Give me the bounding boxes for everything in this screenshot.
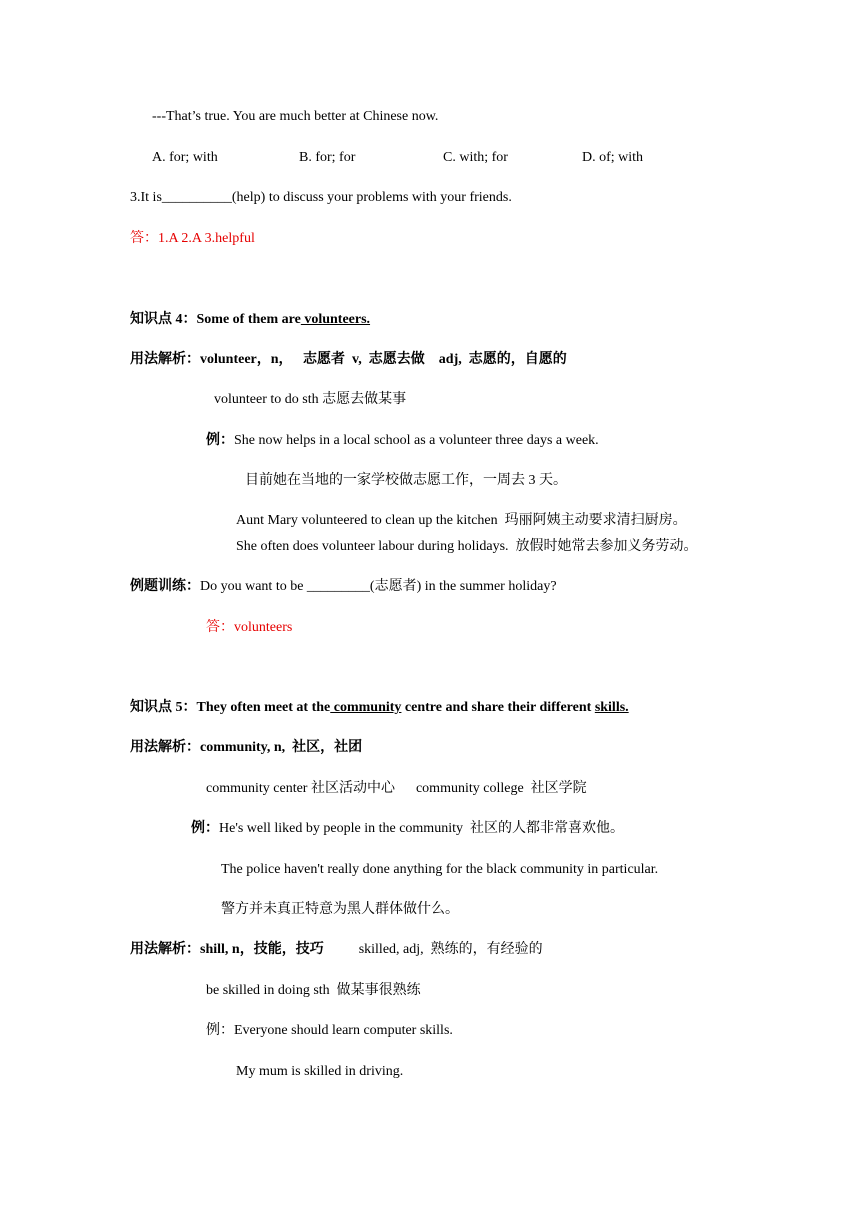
- kp5-example-label: 例：: [191, 821, 219, 836]
- kp5-phrase-2: be skilled in doing sth 做某事很熟练: [206, 983, 421, 998]
- kp4-exercise-text: Do you want to be _________(志愿者) in the summer holiday?: [200, 579, 557, 594]
- kp5-heading: [130, 699, 629, 717]
- kp4-usage-text: volunteer，n， 志愿者 v, 志愿去做 adj, 志愿的，自愿的: [200, 352, 567, 367]
- option-c: C. with; for: [443, 150, 508, 165]
- kp5-usage-2-rest: skilled, adj, 熟练的，有经验的: [323, 942, 543, 957]
- kp4-example-1: [206, 432, 599, 450]
- question-3: 3.It is__________(help) to discuss your problems with your friends.: [130, 190, 512, 205]
- kp5-phrases: community center 社区活动中心 community college 社区学院: [206, 781, 587, 796]
- option-a: A. for; with: [152, 150, 218, 165]
- kp4-answer: 答：volunteers: [206, 620, 293, 635]
- kp4-example-1-cn: 目前她在当地的一家学校做志愿工作，一周去 3 天。: [245, 473, 567, 488]
- option-d: D. of; with: [582, 150, 644, 165]
- kp5-example-3-text: Everyone should learn computer skills.: [234, 1023, 453, 1038]
- kp5-usage-1: [130, 739, 362, 757]
- kp5-underlined-community: community: [330, 700, 402, 715]
- kp4-exercise: [130, 578, 557, 596]
- kp5-underlined-skills: skills.: [594, 700, 629, 715]
- kp5-example-3-label: 例：: [206, 1023, 234, 1038]
- option-b: B. for; for: [299, 150, 356, 165]
- kp4-usage-label: 用法解析：: [130, 352, 200, 367]
- kp5-example-2: The police haven't really done anything for the black community in particular.: [221, 862, 659, 877]
- kp5-example-1: [191, 820, 624, 838]
- kp4-usage: [130, 351, 567, 369]
- kp5-usage-1-text: community, n, 社区，社团: [200, 740, 363, 755]
- dialog-reply: ---That’s true. You are much better at Chinese now.: [152, 109, 439, 124]
- kp5-example-2-cn: 警方并未真正特意为黑人群体做什么。: [221, 902, 459, 917]
- kp5-example-3: [206, 1022, 453, 1040]
- kp4-exercise-label: 例题训练：: [130, 579, 200, 594]
- kp4-heading: [130, 311, 370, 329]
- kp4-phrase: volunteer to do sth 志愿去做某事: [214, 392, 407, 407]
- kp5-example-1-text: He's well liked by people in the community 社区的人都非常喜欢他。: [219, 821, 624, 836]
- kp5-usage-1-label: 用法解析：: [130, 740, 200, 755]
- kp4-underlined-word: volunteers.: [300, 312, 371, 327]
- kp4-example-label: 例：: [206, 433, 234, 448]
- kp5-usage-2-label: 用法解析：: [130, 942, 200, 957]
- kp5-usage-2: [130, 941, 543, 959]
- kp5-heading-mid: centre and share their different: [401, 700, 595, 715]
- kp4-example-2: Aunt Mary volunteered to clean up the kitchen 玛丽阿姨主动要求清扫厨房。: [236, 513, 687, 528]
- kp5-heading-text: 知识点 5：They often meet at the: [130, 700, 331, 715]
- kp4-example-1-text: She now helps in a local school as a volunteer three days a week.: [234, 433, 599, 448]
- answer-line-1: 答：1.A 2.A 3.helpful: [130, 231, 255, 246]
- kp4-example-3: She often does volunteer labour during holidays. 放假时她常去参加义务劳动。: [236, 539, 698, 554]
- kp5-usage-2-bold: shill, n，技能，技巧: [200, 942, 324, 957]
- kp5-example-4: My mum is skilled in driving.: [236, 1064, 404, 1079]
- kp4-heading-text: 知识点 4：Some of them are: [130, 312, 301, 327]
